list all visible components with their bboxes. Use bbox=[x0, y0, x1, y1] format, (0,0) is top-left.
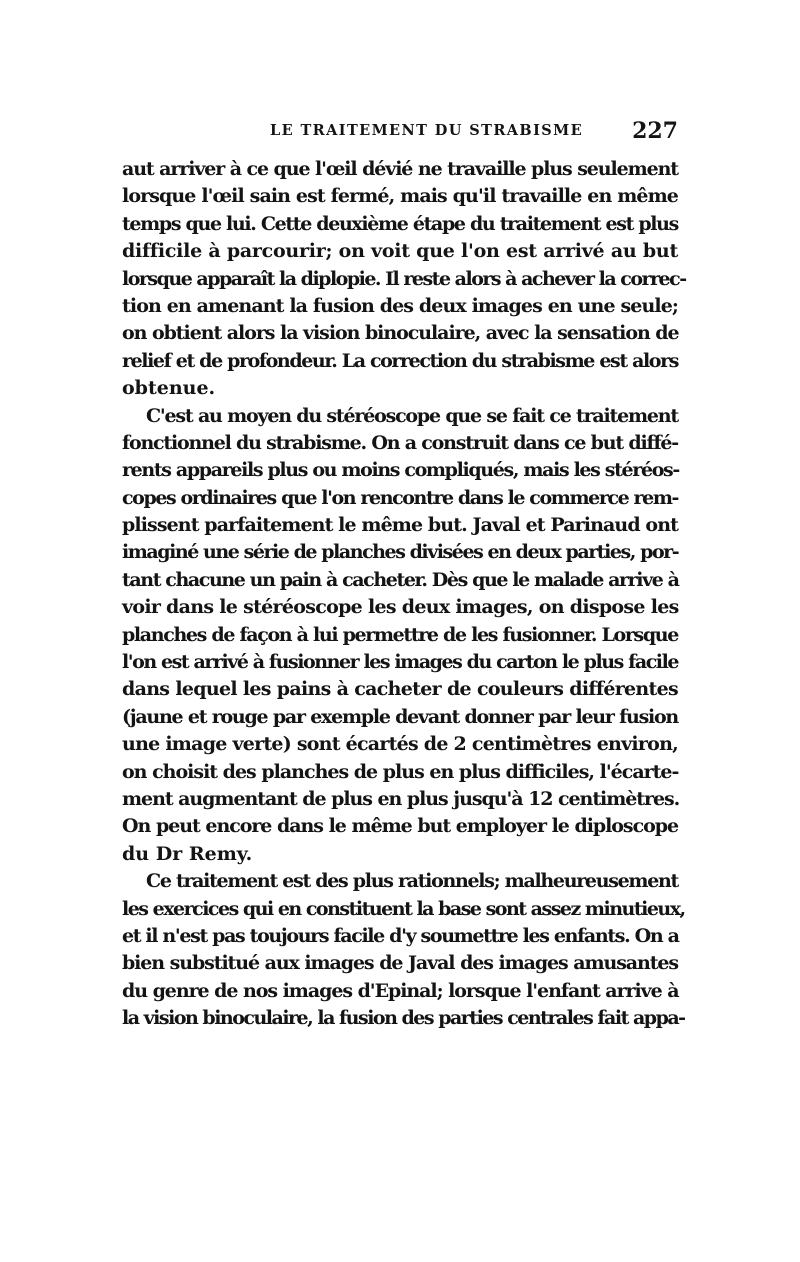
text-line: planches de façon à lui permettre de les fusionner. Lorsque bbox=[122, 623, 678, 646]
paragraph-2 bbox=[122, 403, 678, 869]
text-line: plissent parfaitement le même but. Javal et Parinaud ont bbox=[122, 514, 678, 537]
text-line: l'on est arrivé à fusionner les images du carton le plus facile bbox=[122, 651, 678, 674]
text-line: du Dr Remy. bbox=[122, 842, 253, 865]
text-line: et il n'est pas toujours facile d'y soumettre les enfants. On a bbox=[122, 924, 679, 947]
text-line: C'est au moyen du stéréoscope que se fait ce traitement bbox=[146, 404, 678, 427]
text-line: ment augmentant de plus en plus jusqu'à 12 centimètres. bbox=[122, 787, 680, 810]
running-head bbox=[122, 118, 678, 144]
text-line: lorsque l'œil sain est fermé, mais qu'il travaille en même bbox=[122, 185, 678, 208]
text-line: (jaune et rouge par exemple devant donner par leur fusion bbox=[122, 705, 678, 728]
text-line: tion en amenant la fusion des deux images en une seule; bbox=[122, 294, 678, 317]
text-line: on choisit des planches de plus en plus difficiles, l'écarte- bbox=[122, 760, 679, 783]
text-line: obtenue. bbox=[122, 377, 216, 400]
text-line: dans lequel les pains à cacheter de couleurs différentes bbox=[122, 678, 678, 701]
text-line: aut arriver à ce que l'œil dévié ne travaille plus seulement bbox=[122, 158, 678, 180]
text-line: lorsque apparaît la diplopie. Il reste alors à achever la correc- bbox=[122, 267, 686, 290]
text-line: imaginé une série de planches divisées en deux parties, por- bbox=[122, 541, 679, 564]
text-line: difficile à parcourir; on voit que l'on est arrivé au but bbox=[122, 240, 678, 263]
text-line: temps que lui. Cette deuxième étape du traitement est plus bbox=[122, 212, 678, 235]
page-number: 227 bbox=[632, 118, 678, 144]
text-line: bien substitué aux images de Javal des images amusantes bbox=[122, 952, 678, 975]
text-line: fonctionnel du strabisme. On a construit dans ce but diffé- bbox=[122, 431, 678, 454]
text-line: On peut encore dans le même but employer le diploscope bbox=[122, 815, 678, 838]
text-line: copes ordinaires que l'on rencontre dans le commerce rem- bbox=[122, 486, 679, 509]
paragraph-1 bbox=[122, 156, 686, 403]
text-line: relief et de profondeur. La correction du strabisme est alors bbox=[122, 349, 678, 372]
text-line: une image verte) sont écartés de 2 centimètres environ, bbox=[122, 733, 678, 756]
text-line: tant chacune un pain à cacheter. Dès que le malade arrive à bbox=[122, 568, 679, 591]
paragraph-3 bbox=[122, 868, 685, 1032]
text-line: la vision binoculaire, la fusion des parties centrales fait appa- bbox=[122, 1007, 685, 1030]
text-line: voir dans le stéréoscope les deux images, on dispose les bbox=[122, 596, 679, 619]
text-line: du genre de nos images d'Epinal; lorsque l'enfant arrive à bbox=[122, 979, 679, 1002]
body-text bbox=[122, 156, 686, 1033]
text-line: Ce traitement est des plus rationnels; malheureusement bbox=[146, 870, 678, 893]
text-line: les exercices qui en constituent la base sont assez minutieux, bbox=[122, 897, 685, 920]
running-title: LE TRAITEMENT DU STRABISME bbox=[270, 122, 584, 139]
text-line: rents appareils plus ou moins compliqués, mais les stéréos- bbox=[122, 459, 679, 482]
text-line: on obtient alors la vision binoculaire, avec la sensation de bbox=[122, 322, 679, 345]
